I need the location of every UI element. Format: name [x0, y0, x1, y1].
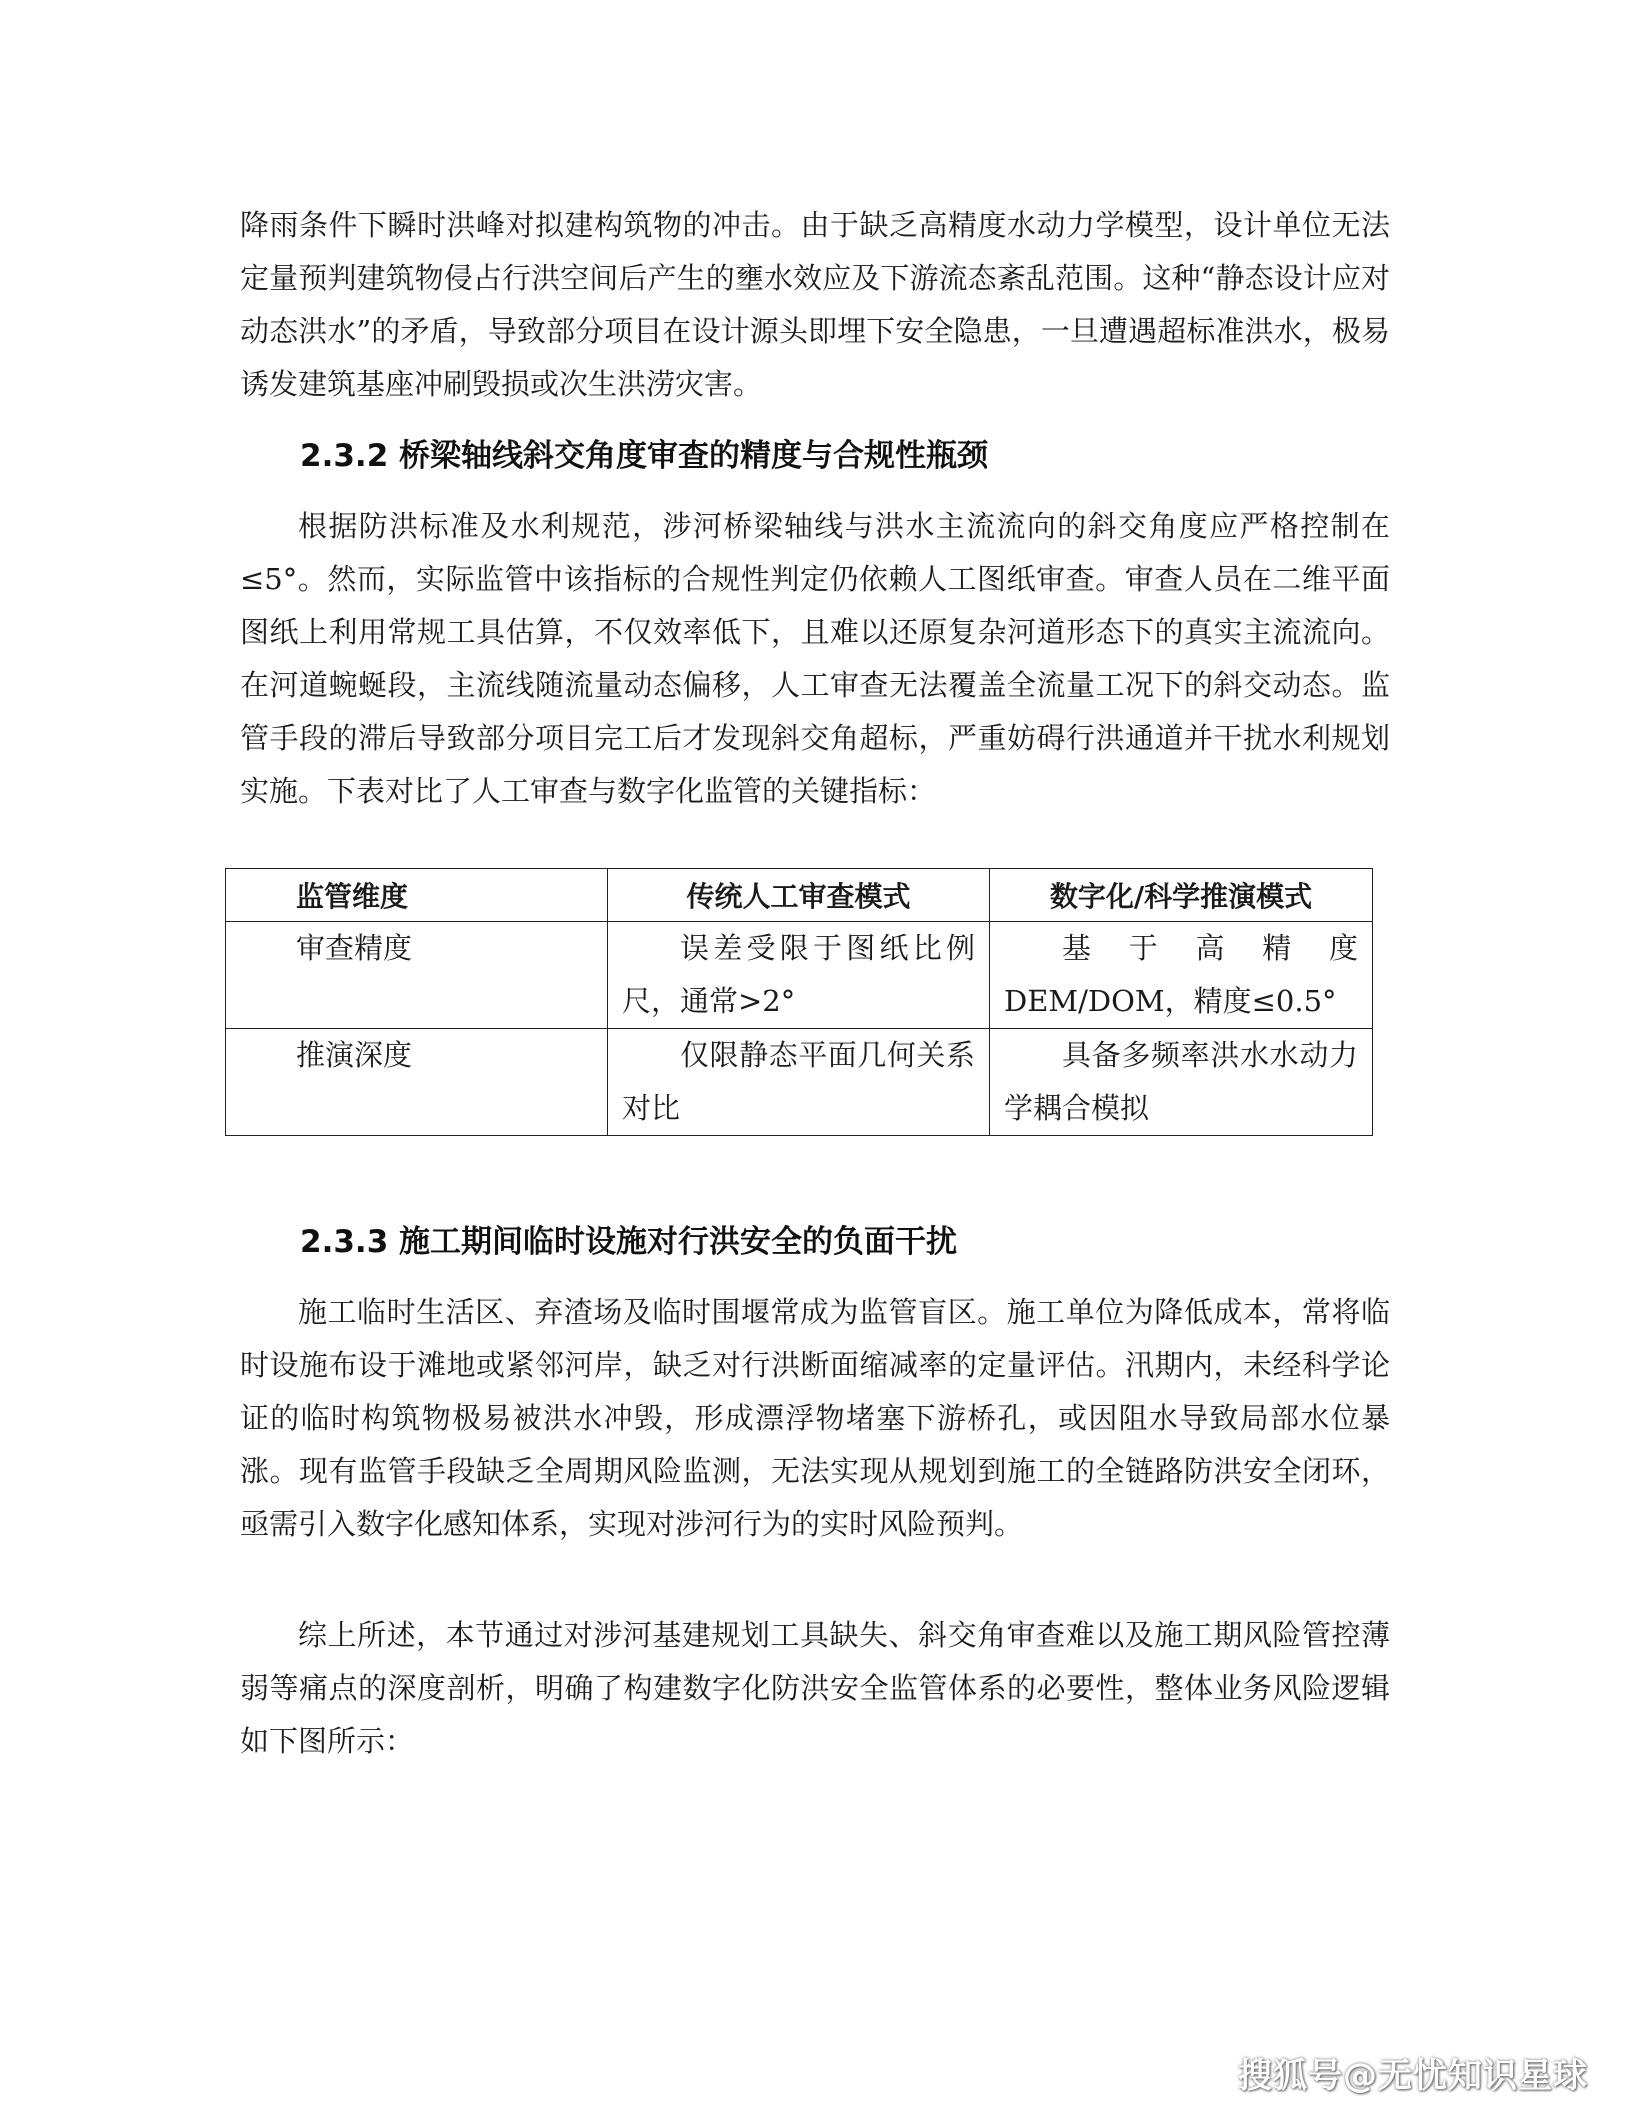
- section-heading-2-3-2: 2.3.2 桥梁轴线斜交角度审查的精度与合规性瓶颈: [300, 438, 989, 474]
- table-row: [226, 922, 1373, 1029]
- table-header-dimension: 监管维度: [226, 869, 608, 922]
- comparison-table: [225, 868, 1373, 1136]
- table-header-traditional: 传统人工审查模式: [608, 869, 990, 922]
- paragraph-summary: 综上所述，本节通过对涉河基建规划工具缺失、斜交角审查难以及施工期风险管控薄弱等痛点的深度剖析，明确了构建数字化防洪安全监管体系的必要性，整体业务风险逻辑如下图所示：: [240, 1618, 1390, 1758]
- section-heading-2-3-3: 2.3.3 施工期间临时设施对行洪安全的负面干扰: [300, 1224, 958, 1260]
- watermark: 搜狐号@无忧知识星球: [1238, 2056, 1588, 2096]
- table-cell-traditional: 误差受限于图纸比例尺，通常>2°: [608, 922, 990, 1029]
- table-cell-digital: 具备多频率洪水水动力学耦合模拟: [990, 1029, 1373, 1136]
- table-cell-dimension: 推演深度: [226, 1029, 608, 1136]
- table-header-digital: 数字化/科学推演模式: [990, 869, 1373, 922]
- table-row: [226, 1029, 1373, 1136]
- paragraph-2-3-3: 施工临时生活区、弃渣场及临时围堰常成为监管盲区。施工单位为降低成本，常将临时设施布设于滩地或紧邻河岸，缺乏对行洪断面缩减率的定量评估。汛期内，未经科学论证的临时构筑物极易被洪水冲毁，形成漂浮物堵塞下游桥孔，或因阻水导致局部水位暴涨。现有监管手段缺乏全周期风险监测，无法实现从规划到施工的全链路防洪安全闭环，亟需引入数字化感知体系，实现对涉河行为的实时风险预判。: [240, 1295, 1390, 1541]
- table-cell-dimension: 审查精度: [226, 922, 608, 1029]
- paragraph-intro-continuation: 降雨条件下瞬时洪峰对拟建构筑物的冲击。由于缺乏高精度水动力学模型，设计单位无法定量预判建筑物侵占行洪空间后产生的壅水效应及下游流态紊乱范围。这种“静态设计应对动态洪水”的矛盾，导致部分项目在设计源头即埋下安全隐患，一旦遭遇超标准洪水，极易诱发建筑基座冲刷毁损或次生洪涝灾害。: [240, 208, 1390, 401]
- table-cell-traditional: 仅限静态平面几何关系对比: [608, 1029, 990, 1136]
- table-cell-digital: 基于高精度DEM/DOM，精度≤0.5°: [990, 922, 1373, 1029]
- paragraph-2-3-2: 根据防洪标准及水利规范，涉河桥梁轴线与洪水主流流向的斜交角度应严格控制在≤5°。然而，实际监管中该指标的合规性判定仍依赖人工图纸审查。审查人员在二维平面图纸上利用常规工具估算，不仅效率低下，且难以还原复杂河道形态下的真实主流流向。在河道蜿蜒段，主流线随流量动态偏移，人工审查无法覆盖全流量工况下的斜交动态。监管手段的滞后导致部分项目完工后才发现斜交角超标，严重妨碍行洪通道并干扰水利规划实施。下表对比了人工审查与数字化监管的关键指标：: [240, 509, 1390, 808]
- table-header-row: [226, 869, 1373, 922]
